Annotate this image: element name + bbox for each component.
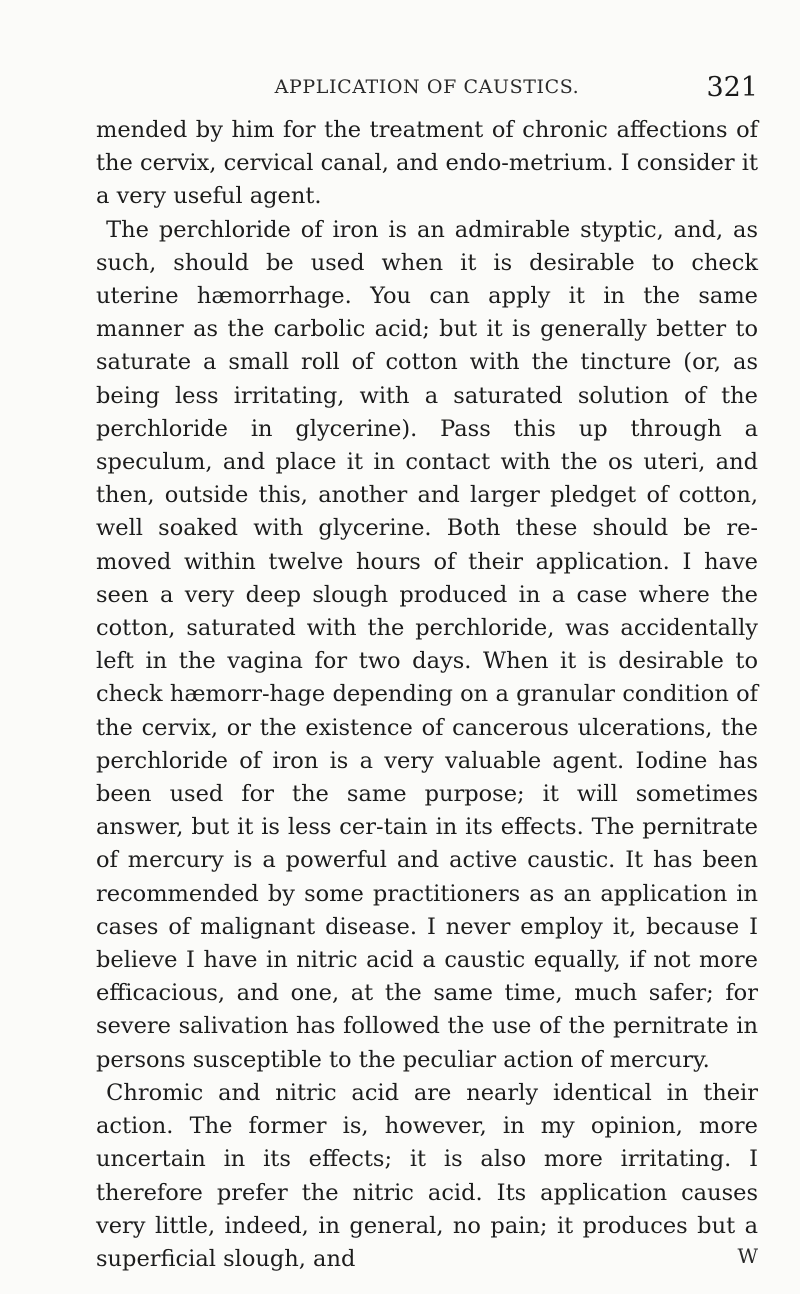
body-text: [96, 114, 758, 1276]
paragraph-2: The perchloride of iron is an admirable styptic, and, as such, should be used when it is desirable to check uterine hæmorrhage. You can apply it in the same manner as the carbolic acid; but it is generally better to saturate a small roll of cotton with the tincture (or, as being less irritating, with a saturated solution of the perchloride in glycerine). Pass this up through a speculum, and place it in contact with the os uteri, and then, outside this, another and larger pledget of cotton, well soaked with glycerine. Both these should be re-moved within twelve hours of their application. I have seen a very deep slough produced in a case where the cotton, saturated with the perchloride, was accidentally left in the vagina for two days. When it is desirable to check hæmorr-hage depending on a granular condition of the cervix, or the existence of cancerous ulcerations, the perchloride of iron is a very valuable agent. Iodine has been used for the same purpose; it will sometimes answer, but it is less cer-tain in its effects. The pernitrate of mercury is a powerful and active caustic. It has been recommended by some practitioners as an application in cases of malignant disease. I never employ it, because I believe I have in nitric acid a caustic equally, if not more efficacious, and one, at the same time, much safer; for severe salivation has followed the use of the pernitrate in persons susceptible to the peculiar action of mercury.: [96, 216, 758, 1073]
paragraph-1: mended by him for the treatment of chronic affections of the cervix, cervical canal, and endo-metrium. I consider it a very useful agent.: [96, 117, 758, 210]
signature-mark: W: [737, 1244, 758, 1268]
running-head: APPLICATION OF CAUSTICS.: [274, 76, 580, 98]
paragraph-3: Chromic and nitric acid are nearly identical in their action. The former is, however, in my opinion, more uncertain in its effects; it is also more irritating. I therefore prefer the nitric acid. Its application causes very little, indeed, in general, no pain; it produces but a superficial slough, and: [96, 1079, 758, 1272]
page-number: 321: [706, 72, 758, 103]
page-header: [96, 72, 758, 106]
